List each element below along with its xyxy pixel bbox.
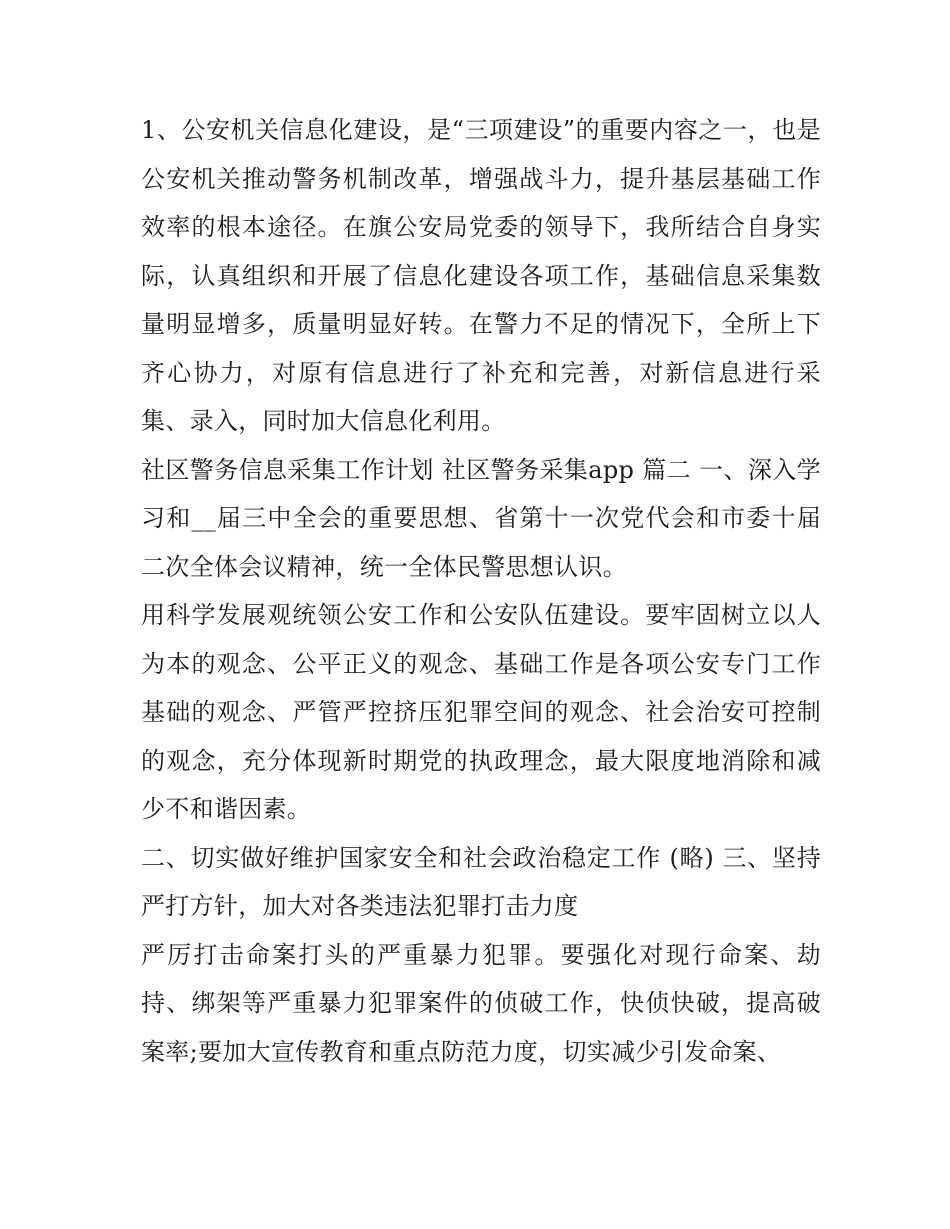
document-body xyxy=(141,106,821,1076)
paragraph-national-security: 二、切实做好维护国家安全和社会政治稳定工作 (略) 三、坚持严打方针，加大对各类违法犯罪打击力度 xyxy=(141,843,821,920)
paragraph-scientific-development: 用科学发展观统领公安工作和公安队伍建设。要牢固树立以人为本的观念、公平正义的观念、基础工作是各项公安专门工作基础的观念、严管严控挤压犯罪空间的观念、社会治安可控制的观念，充分体现新时期党的执政理念，最大限度地消除和减少不和谐因素。 xyxy=(141,601,821,823)
paragraph-informatization: 1、公安机关信息化建设，是“三项建设”的重要内容之一，也是公安机关推动警务机制改革，增强战斗力，提升基层基础工作效率的根本途径。在旗公安局党委的领导下，我所结合自身实际，认真组织和开展了信息化建设各项工作，基础信息采集数量明显增多，质量明显好转。在警力不足的情况下，全所上下齐心协力，对原有信息进行了补充和完善，对新信息进行采集、录入，同时加大信息化利用。 xyxy=(141,116,821,435)
paragraph-crackdown: 严厉打击命案打头的严重暴力犯罪。要强化对现行命案、劫持、绑架等严重暴力犯罪案件的侦破工作，快侦快破，提高破案率;要加大宣传教育和重点防范力度，切实减少引发命案、 xyxy=(141,940,821,1066)
paragraph-work-plan: 社区警务信息采集工作计划 社区警务采集app 篇二 一、深入学习和__届三中全会的重要思想、省第十一次党代会和市委十届二次全体会议精神，统一全体民警思想认识。 xyxy=(141,455,821,581)
